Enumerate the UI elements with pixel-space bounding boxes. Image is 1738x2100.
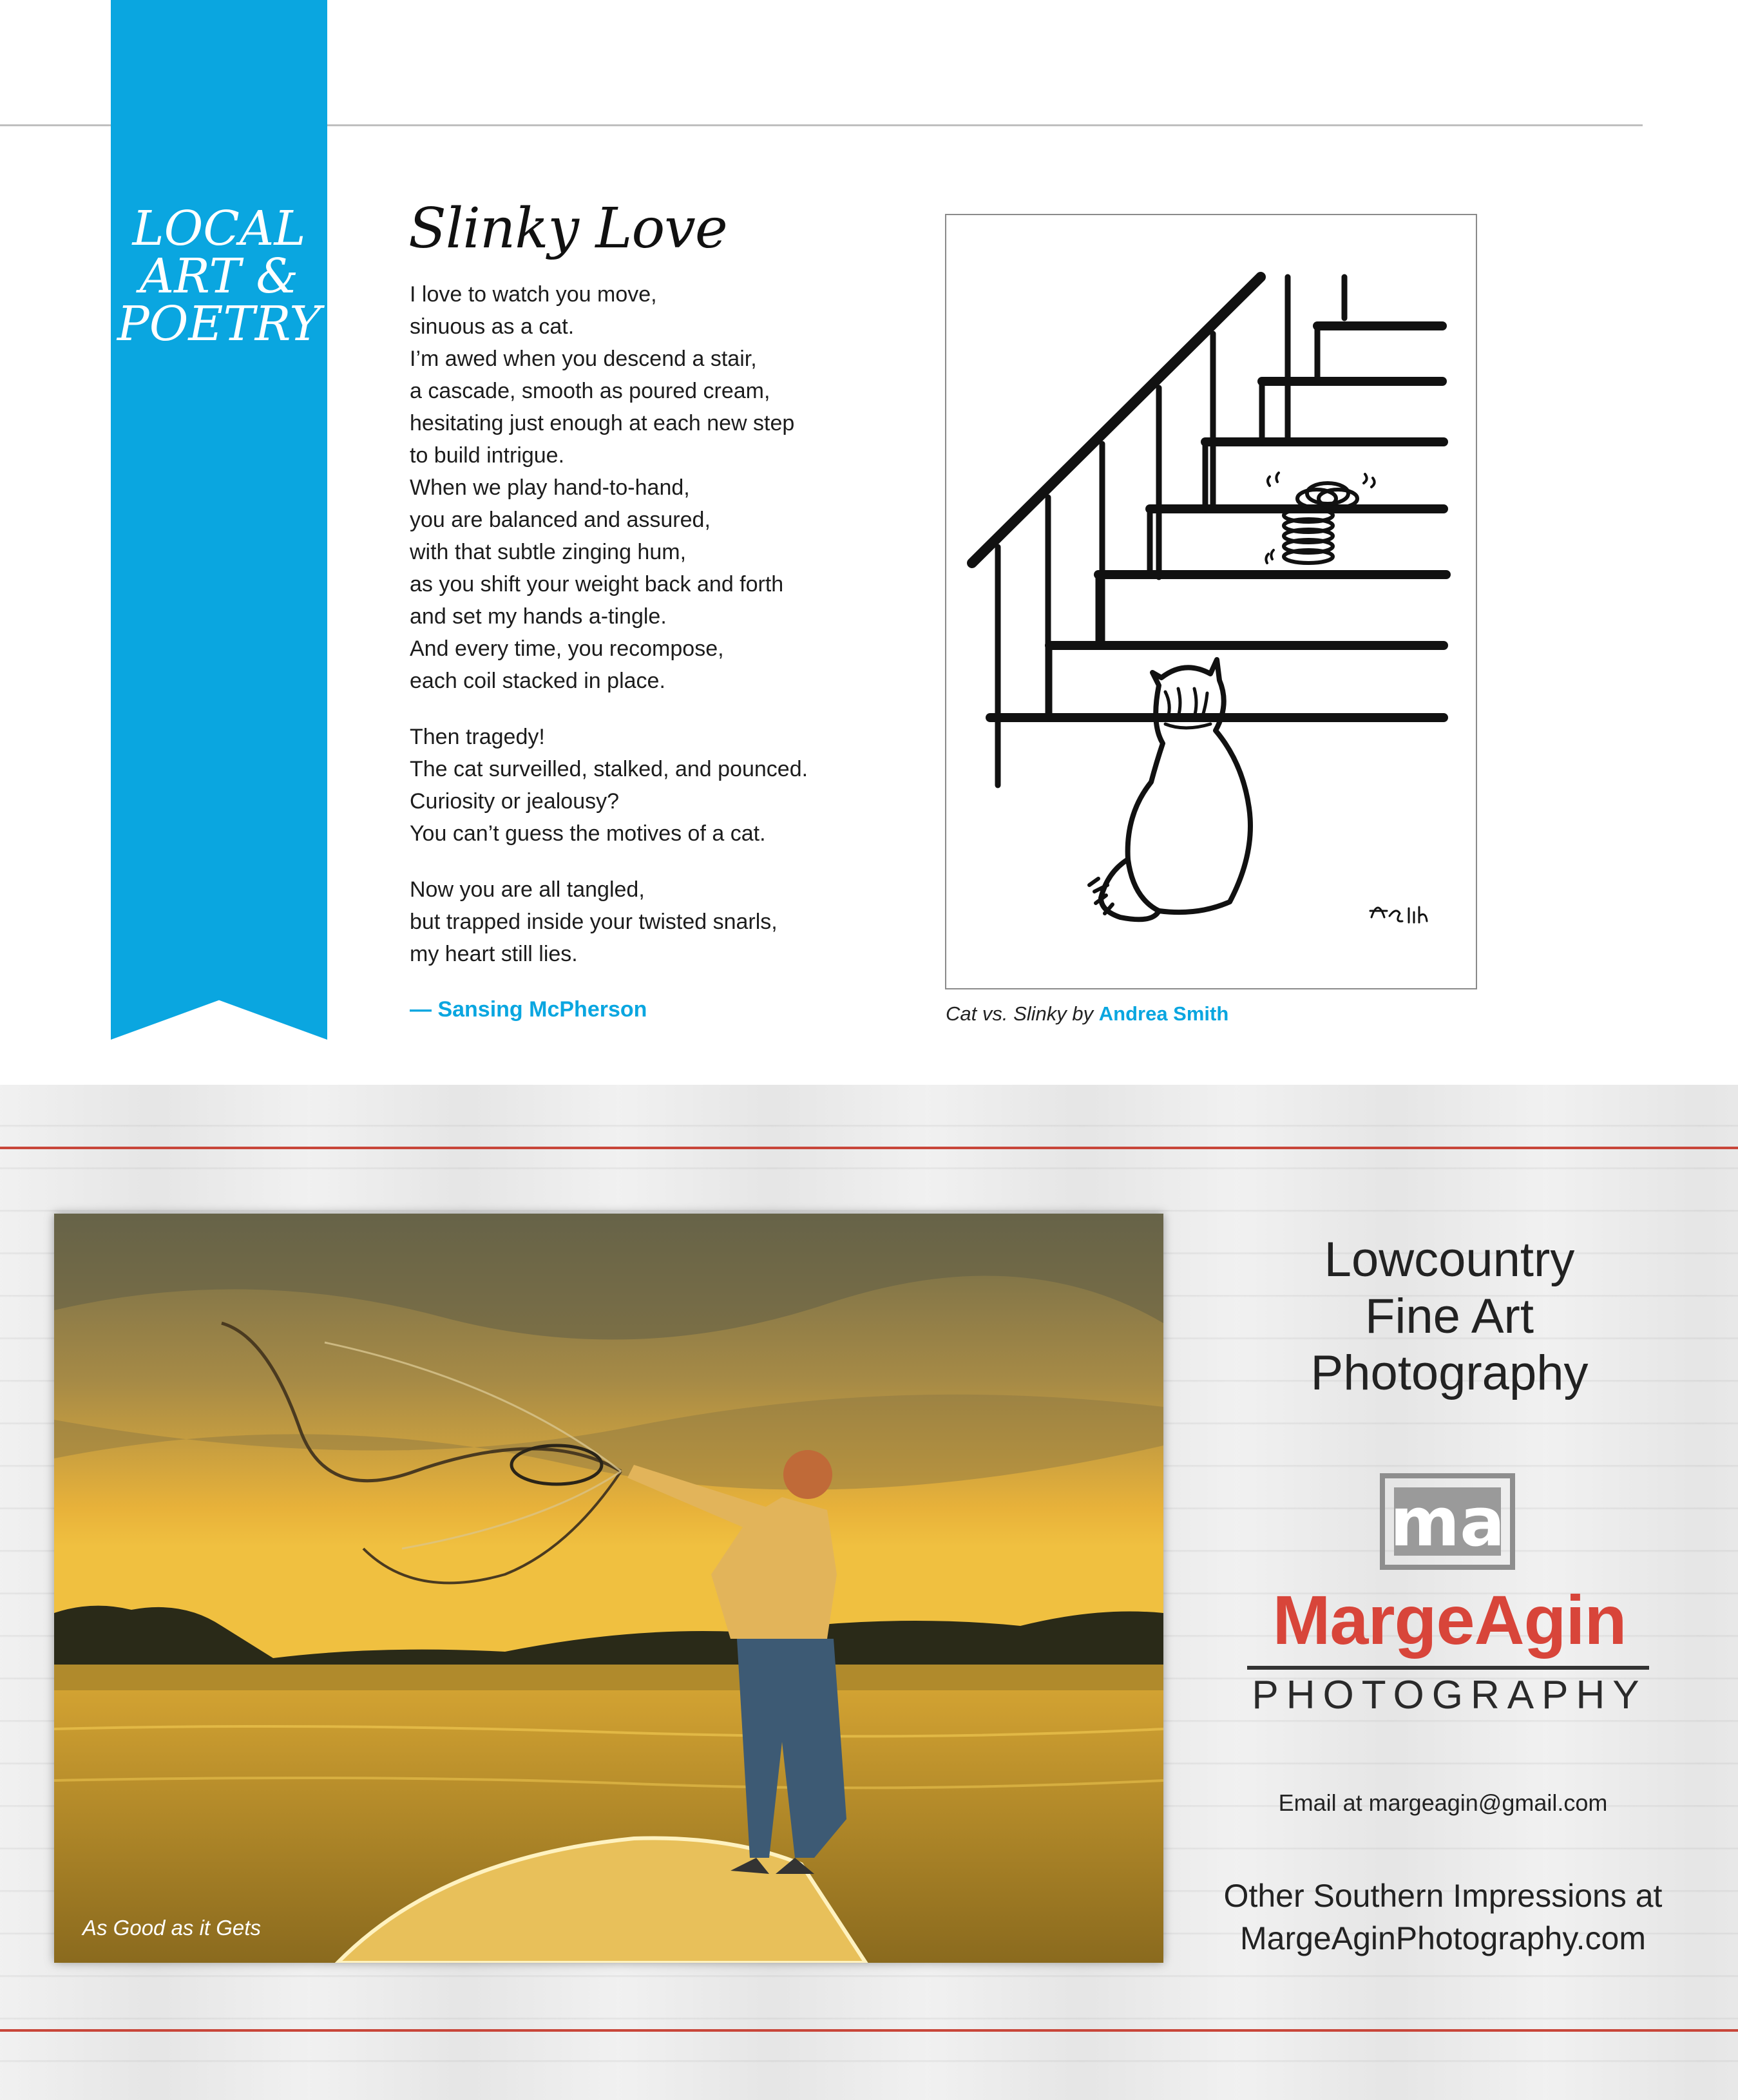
poem-line: Curiosity or jealousy? [410,789,620,814]
ad-heading-line: Photography [1310,1346,1589,1400]
poem-line: to build intrigue. [410,443,565,468]
contact-email[interactable]: Email at margeagin@gmail.com [1278,1790,1608,1816]
poem-body [410,278,874,994]
poem-line: my heart still lies. [410,942,578,966]
artwork-by: by [1066,1002,1099,1025]
poem-line: each coil stacked in place. [410,669,665,693]
artwork-frame [945,214,1477,989]
ad-heading-line: Lowcountry [1324,1232,1575,1287]
section-title-line: LOCAL [132,201,306,256]
poem-stanza [410,721,874,850]
ma-logo-icon [1380,1473,1515,1570]
ad-heading-line: Fine Art [1365,1289,1534,1344]
logo-mark-text: ma [1389,1483,1505,1561]
logo-divider [1247,1666,1649,1670]
logo-subtitle: PHOTOGRAPHY [1252,1673,1647,1717]
poem-line: with that subtle zinging hum, [410,540,687,564]
cat-vs-slinky-illustration [946,215,1476,988]
section-banner [111,0,327,1040]
poem-line: I love to watch you move, [410,282,657,307]
poem-line: Now you are all tangled, [410,877,645,902]
artwork-title: Cat vs. Slinky [946,1002,1067,1025]
poem-line: as you shift your weight back and forth [410,572,784,597]
section-title [111,201,327,352]
section-title-line: POETRY [117,296,321,352]
artwork-caption [946,1002,1228,1026]
ad-heading [1224,1232,1675,1402]
poem-author: — Sansing McPherson [410,997,647,1022]
poem-line: I’m awed when you descend a stair, [410,347,757,371]
photo-caption: As Good as it Gets [82,1916,261,1940]
poem-title: Slinky Love [408,196,727,261]
poem-line: You can’t guess the motives of a cat. [410,821,766,846]
poem-line: Then tragedy! [410,725,545,749]
poem-stanza [410,873,874,970]
ad-bottom-rule [0,2029,1738,2032]
ad-top-rule [0,1147,1738,1149]
poem-line: hesitating just enough at each new step [410,411,795,435]
logo-name: MargeAgin [1272,1581,1627,1659]
logo-mark [1380,1473,1515,1570]
website-promo [1192,1875,1694,1960]
section-title-line: ART & [139,249,299,304]
poem-line: a cascade, smooth as poured cream, [410,379,770,403]
fisherman-photo-illustration [54,1214,1163,1963]
poem-line: sinuous as a cat. [410,314,575,339]
poem-line: The cat surveilled, stalked, and pounced. [410,757,808,781]
website-promo-text: Other Southern Impressions at [1223,1878,1663,1914]
cast-net-photo [54,1214,1163,1963]
poem-line: When we play hand-to-hand, [410,475,690,500]
poem-line: you are balanced and assured, [410,508,711,532]
website-link[interactable]: MargeAginPhotography.com [1240,1920,1646,1956]
poem-line: and set my hands a-tingle. [410,604,667,629]
poem-line: but trapped inside your twisted snarls, [410,910,778,934]
poem-line: And every time, you recompose, [410,636,724,661]
poem-stanza [410,278,874,697]
artwork-artist: Andrea Smith [1098,1002,1229,1025]
